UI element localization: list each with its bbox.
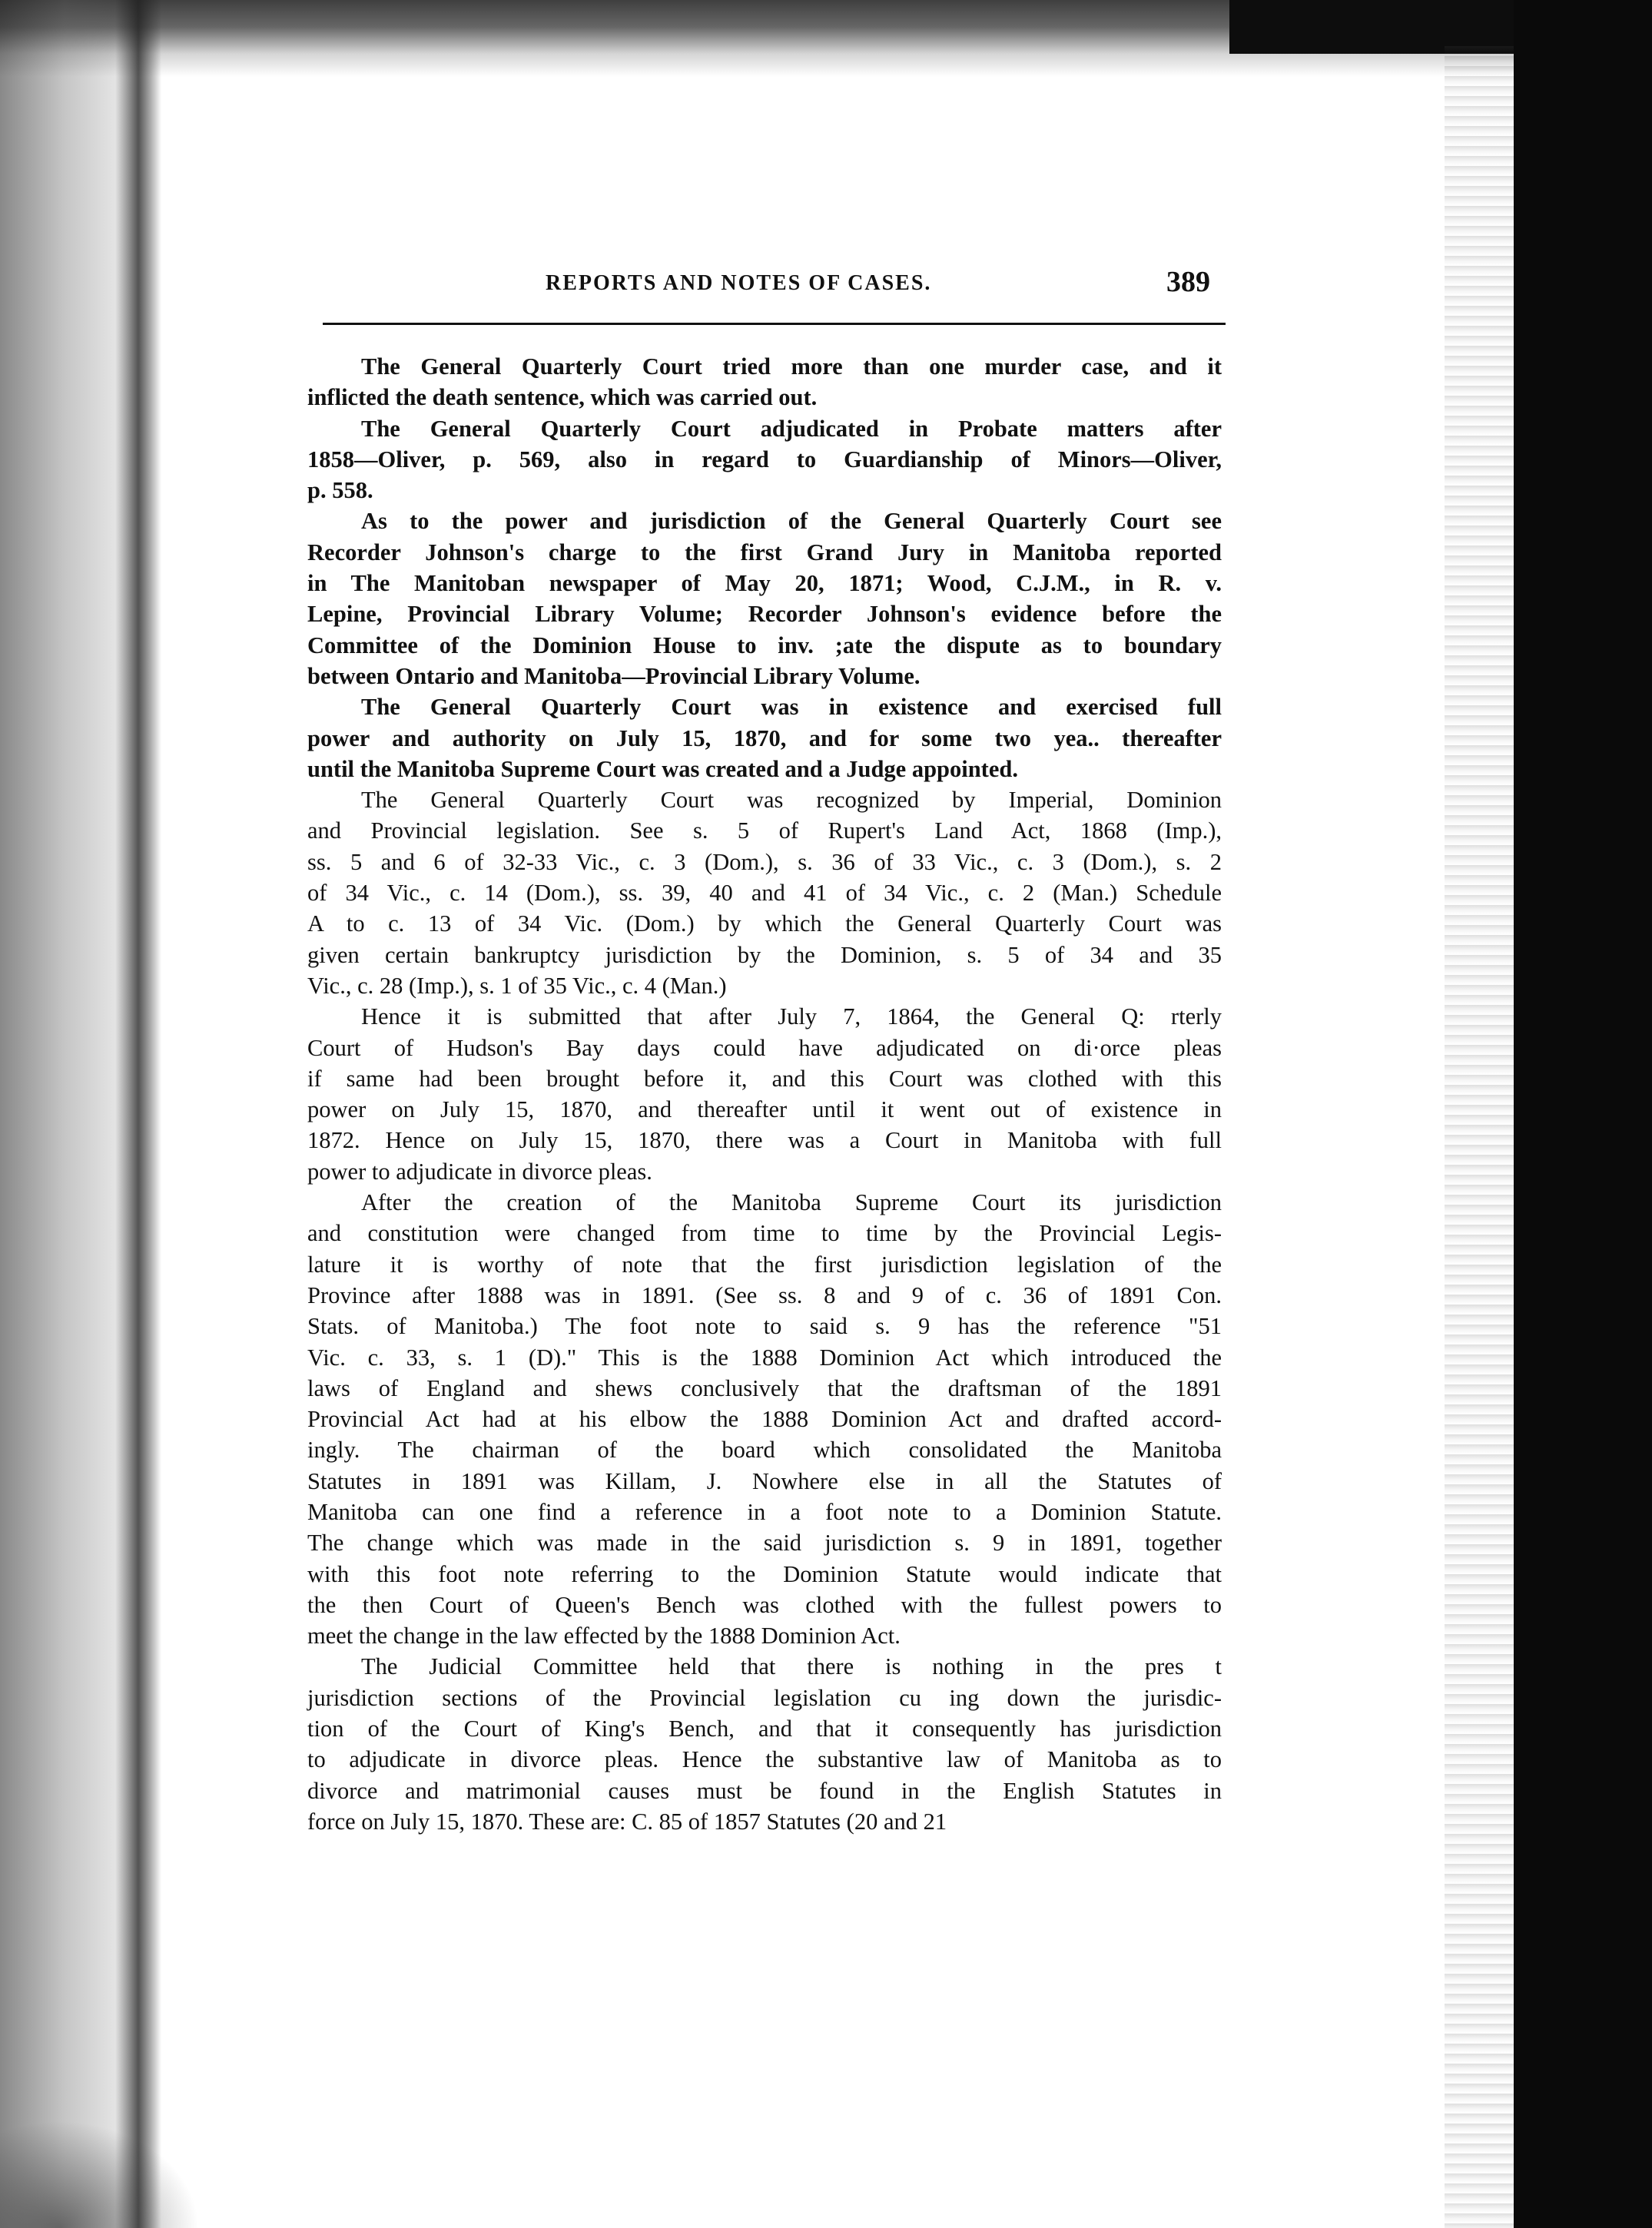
text-line: Recorder Johnson's charge to the first Grand Jury in Manitoba reported [307, 539, 1222, 565]
text-line: to adjudicate in divorce pleas. Hence the substantive law of Manitoba as to [307, 1746, 1222, 1773]
text-line: meet the change in the law effected by the 1888 Dominion Act. [307, 1623, 901, 1649]
text-line: power and authority on July 15, 1870, and for some two yea.. thereafter [307, 724, 1222, 751]
text-line: given certain bankruptcy jurisdiction by the Dominion, s. 5 of 34 and 35 [307, 941, 1222, 968]
running-head [307, 265, 1226, 303]
text-line: jurisdiction sections of the Provincial legislation cu ing down the jurisdic- [307, 1684, 1222, 1711]
text-line: Stats. of Manitoba.) The foot note to said s. 9 has the reference "51 [307, 1313, 1222, 1340]
running-title: REPORTS AND NOTES OF CASES. [546, 271, 932, 295]
text-line: Province after 1888 was in 1891. (See ss. 8 and 9 of c. 36 of 1891 Con. [307, 1281, 1222, 1308]
text-line: Manitoba can one find a reference in a foot note to a Dominion Statute. [307, 1498, 1222, 1525]
text-line: divorce and matrimonial causes must be found in the English Statutes in [307, 1777, 1222, 1804]
text-line: Vic. c. 33, s. 1 (D)." This is the 1888 Dominion Act which introduced the [307, 1344, 1222, 1371]
paragraph [307, 784, 1222, 1001]
scan-edge-right [1445, 46, 1514, 2228]
text-line: ss. 5 and 6 of 32-33 Vic., c. 3 (Dom.), s. 36 of 33 Vic., c. 3 (Dom.), s. 2 [307, 848, 1222, 875]
text-line: power on July 15, 1870, and thereafter until it went out of existence in [307, 1096, 1222, 1123]
text-line: ingly. The chairman of the board which consolidated the Manitoba [307, 1437, 1222, 1464]
text-line: Provincial Act had at his elbow the 1888 Dominion Act and drafted accord- [307, 1406, 1222, 1433]
text-line: As to the power and jurisdiction of the General Quarterly Court see [361, 508, 1222, 535]
text-line: if same had been brought before it, and this Court was clothed with this [307, 1065, 1222, 1092]
text-line: The General Quarterly Court was recognized by Imperial, Dominion [361, 787, 1222, 814]
text-line: After the creation of the Manitoba Supreme Court its jurisdiction [361, 1189, 1222, 1216]
text-line: The Judicial Committee held that there is nothing in the pres t [361, 1653, 1222, 1680]
text-line: power to adjudicate in divorce pleas. [307, 1158, 652, 1185]
text-line: 1858—Oliver, p. 569, also in regard to Guardianship of Minors—Oliver, [307, 446, 1222, 472]
text-line: and constitution were changed from time to time by the Provincial Legis- [307, 1220, 1222, 1247]
paragraph [307, 413, 1222, 506]
scan-edge-left-strip [115, 0, 161, 2228]
text-line: The General Quarterly Court was in existence and exercised full [361, 694, 1222, 721]
text-line: and Provincial legislation. See s. 5 of Rupert's Land Act, 1868 (Imp.), [307, 817, 1222, 844]
text-line: with this foot note referring to the Dominion Statute would indicate that [307, 1560, 1222, 1587]
scan-edge-right-dark [1514, 0, 1652, 2228]
text-line: of 34 Vic., c. 14 (Dom.), ss. 39, 40 and 41 of 34 Vic., c. 2 (Man.) Schedule [307, 880, 1222, 907]
text-line: force on July 15, 1870. These are: C. 85 of 1857 Statutes (20 and 21 [307, 1808, 947, 1835]
text-line: 1872. Hence on July 15, 1870, there was a Court in Manitoba with full [307, 1127, 1222, 1154]
text-line: Statutes in 1891 was Killam, J. Nowhere else in all the Statutes of [307, 1467, 1222, 1494]
text-line: The General Quarterly Court tried more than one murder case, and it [361, 353, 1222, 380]
paragraph [307, 1001, 1222, 1187]
paragraph [307, 351, 1222, 413]
book-page [307, 265, 1226, 1835]
text-line: Hence it is submitted that after July 7, 1864, the General Q: rterly [361, 1003, 1222, 1030]
text-line: inflicted the death sentence, which was carried out. [307, 384, 818, 411]
text-line: in The Manitoban newspaper of May 20, 1871; Wood, C.J.M., in R. v. [307, 570, 1222, 597]
paragraph [307, 1187, 1222, 1651]
paragraph [307, 691, 1222, 784]
text-line: Court of Hudson's Bay days could have adjudicated on di·orce pleas [307, 1034, 1222, 1061]
text-line: until the Manitoba Supreme Court was created and a Judge appointed. [307, 755, 1018, 782]
text-line: the then Court of Queen's Bench was clothed with the fullest powers to [307, 1591, 1222, 1618]
text-line: lature it is worthy of note that the first jurisdiction legislation of the [307, 1251, 1222, 1278]
page-number: 389 [1166, 266, 1210, 298]
paragraph [307, 1651, 1222, 1837]
scan-edge-bottom-left [0, 2120, 200, 2228]
body-text [307, 351, 1222, 1837]
text-line: The General Quarterly Court adjudicated in Probate matters after [361, 415, 1222, 442]
header-rule [323, 323, 1226, 325]
text-line: between Ontario and Manitoba—Provincial Library Volume. [307, 662, 921, 689]
text-line: Vic., c. 28 (Imp.), s. 1 of 35 Vic., c. 4 (Man.) [307, 972, 727, 999]
text-line: The change which was made in the said jurisdiction s. 9 in 1891, together [307, 1530, 1222, 1557]
text-line: Committee of the Dominion House to inv. ;ate the dispute as to boundary [307, 632, 1222, 658]
paragraph [307, 506, 1222, 691]
text-line: Lepine, Provincial Library Volume; Recorder Johnson's evidence before the [307, 601, 1222, 628]
text-line: A to c. 13 of 34 Vic. (Dom.) by which the General Quarterly Court was [307, 910, 1222, 937]
text-line: p. 558. [307, 477, 373, 504]
text-line: laws of England and shews conclusively that the draftsman of the 1891 [307, 1374, 1222, 1401]
text-line: tion of the Court of King's Bench, and that it consequently has jurisdiction [307, 1716, 1222, 1742]
